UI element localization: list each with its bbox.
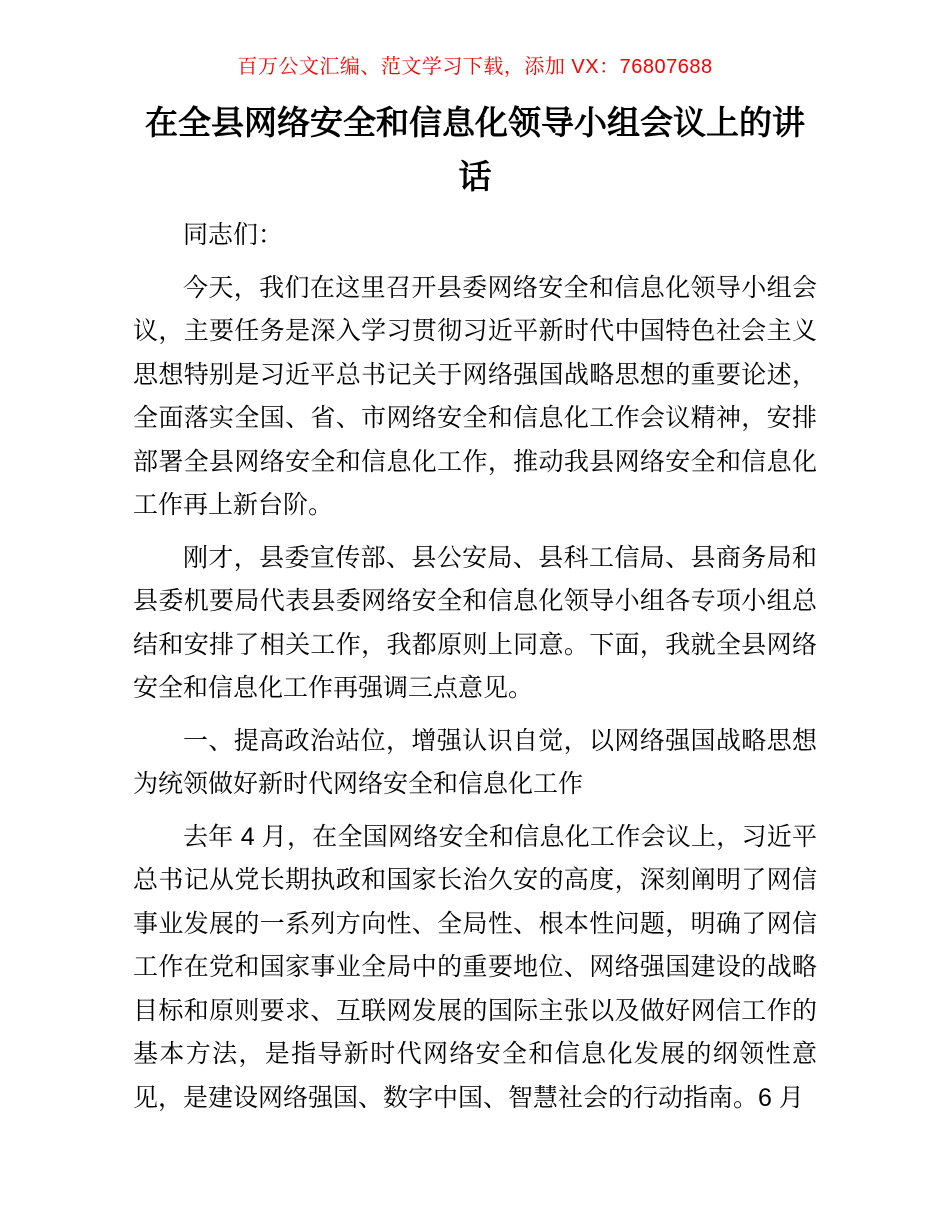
header-notice: 百万公文汇编、范文学习下载，添加 VX：76807688	[237, 56, 713, 78]
paragraph-section-1-body: 去年 4 月，在全国网络安全和信息化工作会议上，习近平总书记从党长期执政和国家长治久安的高度，深刻阐明了网信事业发展的一系列方向性、全局性、根本性问题，明确了网信工作在党和国家事业全局中的重要地位、网络强国建设的战略目标和原则要求、互联网发展的国际主张以及做好网信工作的基本方法，是指导新时代网络安全和信息化发展的纲领性意见，是建设网络强国、数字中国、智慧社会的行动指南。6 月	[133, 822, 817, 1112]
paragraph-salutation: 同志们：	[183, 221, 284, 249]
document-title-line-1: 在全县网络安全和信息化领导小组会议上的讲	[145, 104, 805, 141]
document-title-line-2: 话	[458, 158, 492, 195]
document-body	[133, 214, 817, 1120]
paragraph-acknowledgement: 刚才，县委宣传部、县公安局、县科工信局、县商务局和县委机要局代表县委网络安全和信息化领导小组各专项小组总结和安排了相关工作，我都原则上同意。下面，我就全县网络安全和信息化工作再强调三点意见。	[133, 543, 817, 702]
paragraph-opening: 今天，我们在这里召开县委网络安全和信息化领导小组会议，主要任务是深入学习贯彻习近平新时代中国特色社会主义思想特别是习近平总书记关于网络强国战略思想的重要论述，全面落实全国、省、市网络安全和信息化工作会议精神，安排部署全县网络安全和信息化工作，推动我县网络安全和信息化工作再上新台阶。	[133, 273, 817, 519]
document-title	[129, 96, 821, 204]
paragraph-section-heading-1: 一、提高政治站位，增强认识自觉，以网络强国战略思想为统领做好新时代网络安全和信息化工作	[133, 726, 817, 798]
